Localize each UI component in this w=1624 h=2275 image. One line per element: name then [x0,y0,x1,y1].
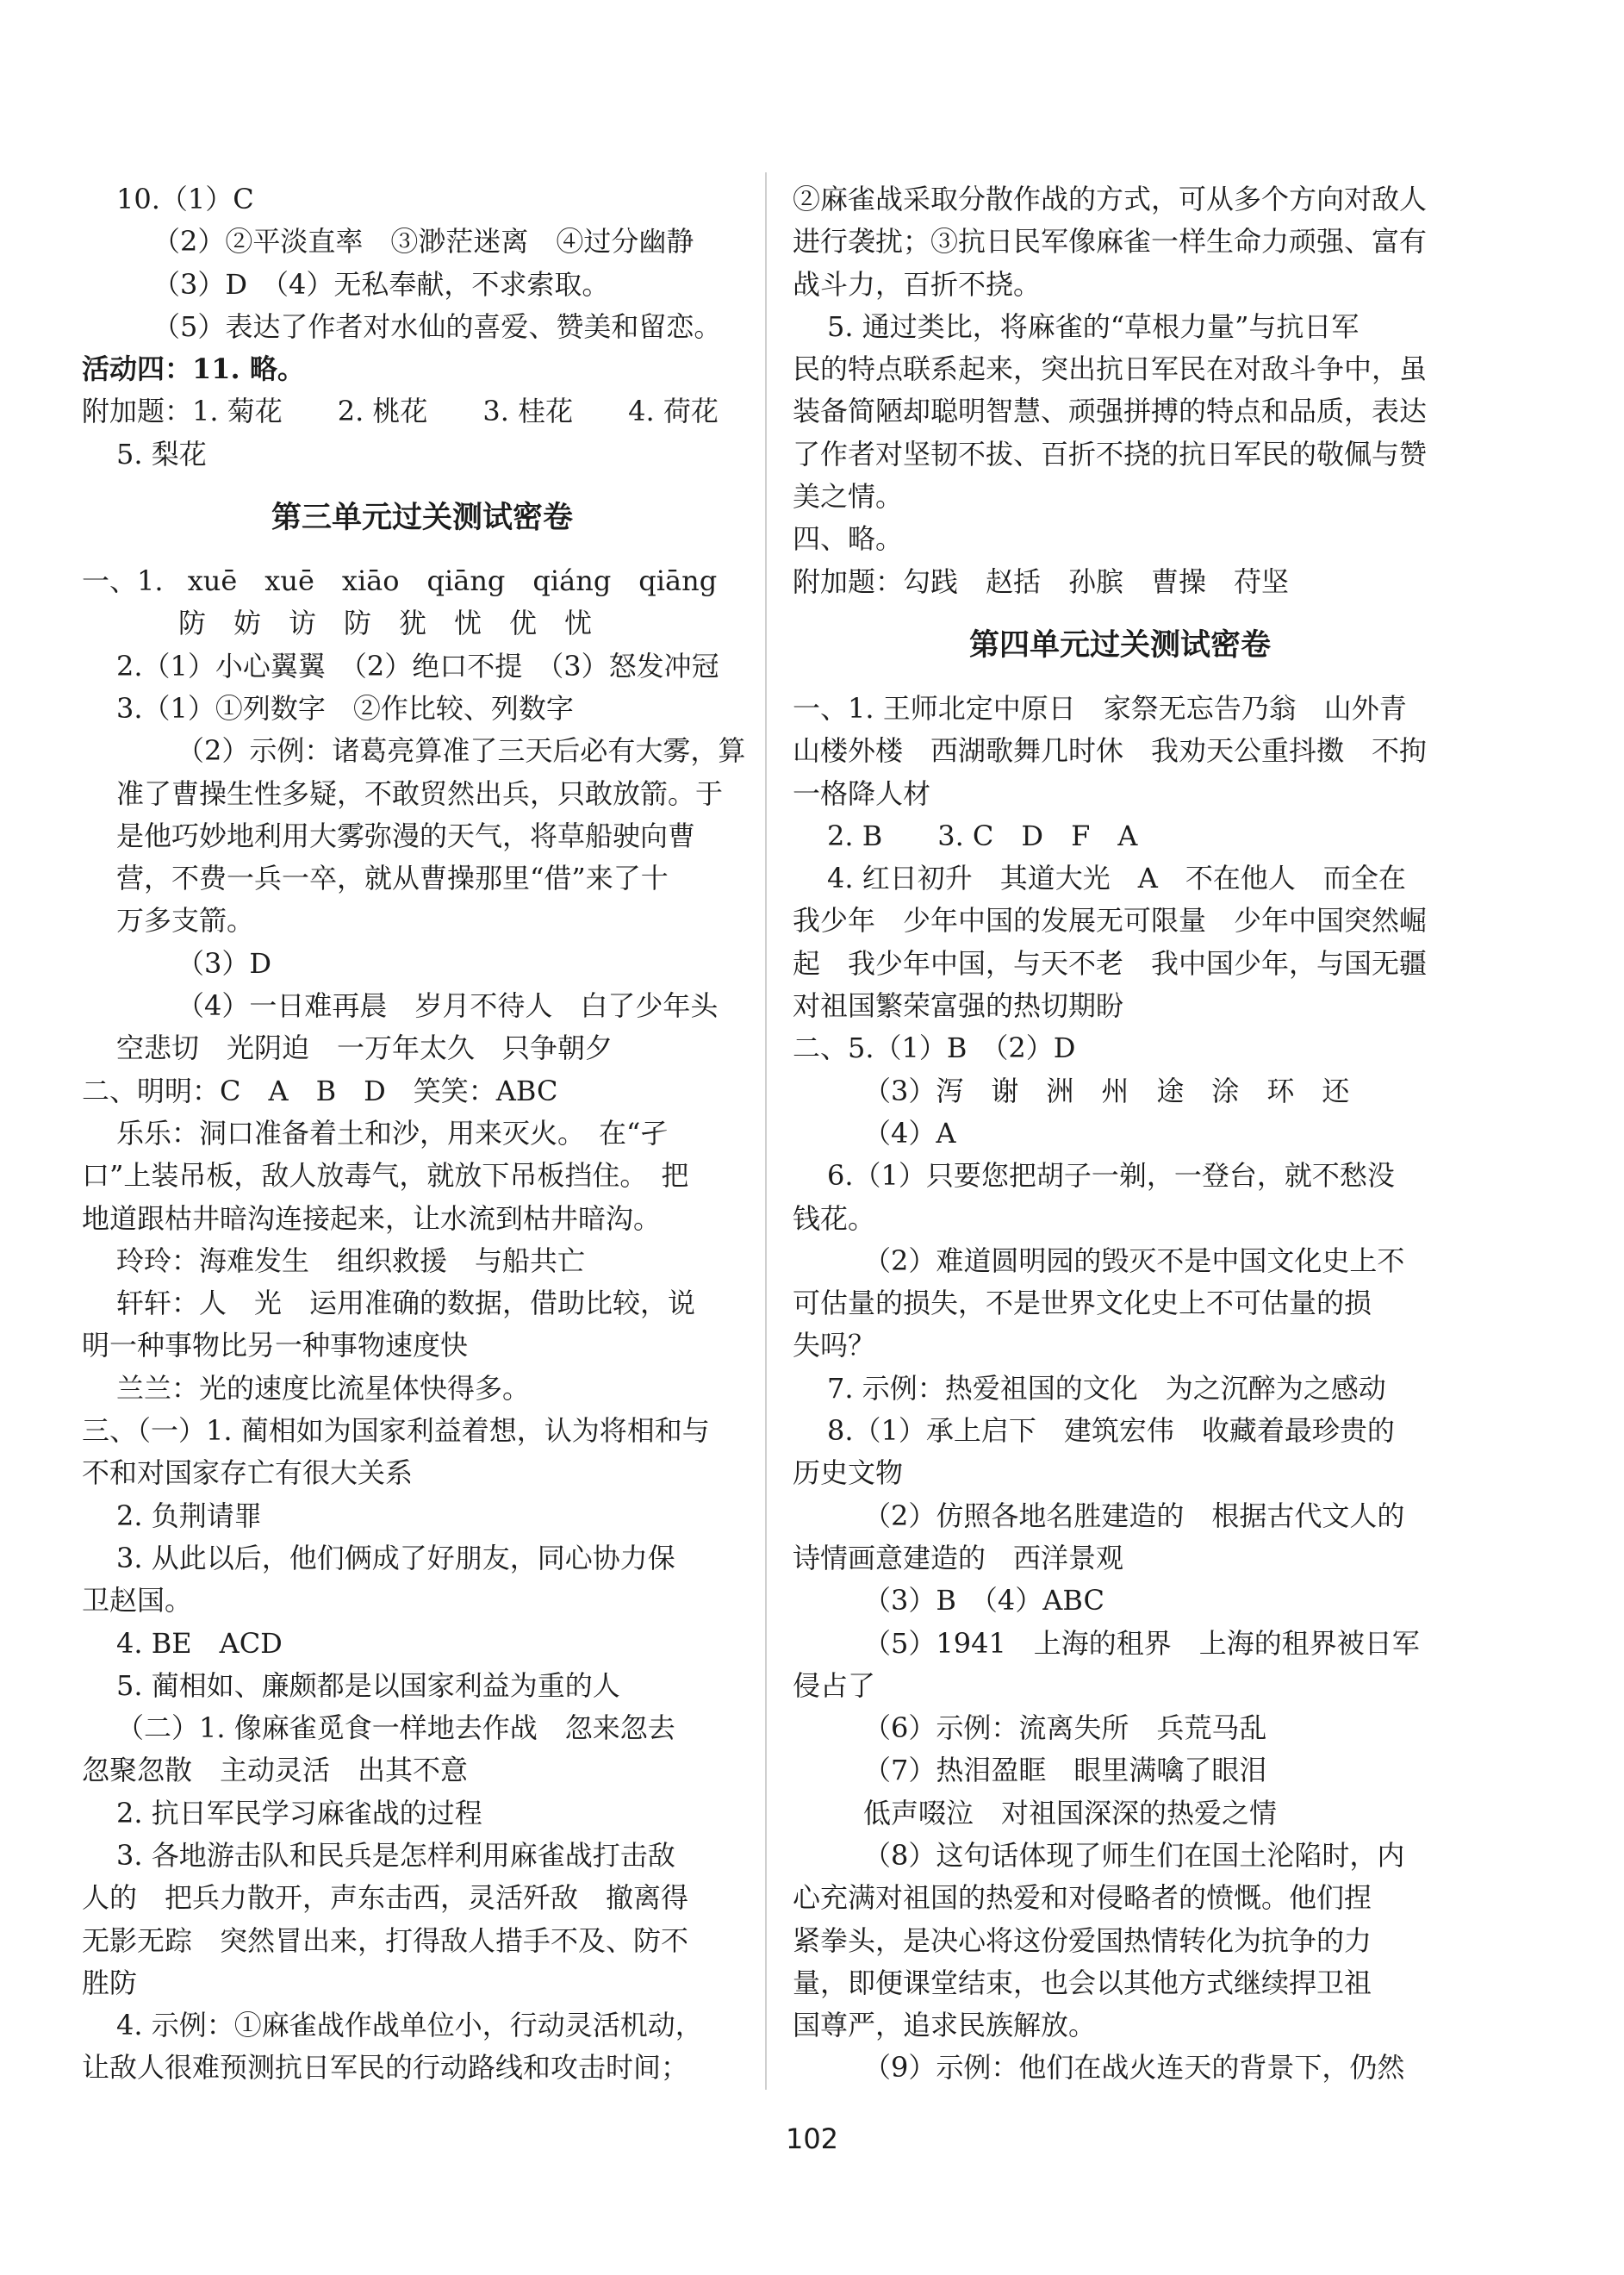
text-line: 兰兰：光的速度比流星体快得多。 [116,1371,531,1405]
text-line: 四、略。 [793,522,904,556]
text-line: 美之情。 [793,480,904,514]
text-line: 让敌人很难预测抗日军民的行动路线和攻击时间； [82,2051,689,2085]
text-line: 乐乐：洞口准备着土和沙，用来灭火。 在“孑 [116,1116,669,1150]
text-line: （3）D [177,946,272,980]
text-line: 5. 通过类比，将麻雀的“草根力量”与抗日军 [827,309,1360,343]
text-line: 了作者对坚韧不拔、百折不挠的抗日军民的敬佩与赞 [793,437,1428,471]
text-line: （3）D （4）无私奉献，不求索取。 [152,267,610,301]
text-line: 卫赵国。 [82,1584,193,1617]
text-line: （5）表达了作者对水仙的喜爱、赞美和留恋。 [152,309,722,343]
text-line: 5. 梨花 [116,437,207,471]
text-line: （4）一日难再晨 岁月不待人 白了少年头 [177,989,719,1023]
text-line: 低声啜泣 对祖国深深的热爱之情 [863,1796,1278,1829]
text-line: （3）B （4）ABC [863,1584,1104,1617]
text-line: 明一种事物比另一种事物速度快 [82,1329,469,1362]
right-column [793,178,1447,2090]
text-line: 人的 把兵力散开，声东击西，灵活歼敌 撤离得 [82,1881,689,1915]
text-line: 侵占了 [793,1668,876,1702]
text-line: 附加题：勾践 赵括 孙膑 曹操 苻坚 [793,564,1290,598]
text-line: 是他巧妙地利用大雾弥漫的天气，将草船驶向曹 [116,819,696,852]
text-line: 万多支箭。 [116,904,255,938]
text-line: 对祖国繁荣富强的热切期盼 [793,989,1124,1023]
text-line: 4. 红日初升 其道大光 A 不在他人 而全在 [827,862,1406,895]
text-line: 3. 各地游击队和民兵是怎样利用麻雀战打击敌 [116,1838,675,1872]
text-line: 历史文物 [793,1456,904,1490]
text-line: 可估量的损失，不是世界文化史上不可估量的损 [793,1287,1372,1320]
text-line: 起 我少年中国，与天不老 我中国少年，与国无疆 [793,946,1428,980]
text-line: （8）这句话体现了师生们在国土沦陷时，内 [863,1838,1405,1872]
text-line: （二）1. 像麻雀觅食一样地去作战 忽来忽去 [116,1711,675,1745]
text-line: 防 妨 访 防 犹 忧 优 忧 [178,607,593,640]
text-line: 一格降人材 [793,776,931,810]
left-column [82,178,762,2090]
text-line: 空悲切 光阴迫 一万年太久 只争朝夕 [116,1032,613,1065]
text-line: 2. 抗日军民学习麻雀战的过程 [116,1796,482,1829]
text-line: 10.（1）C [116,183,254,215]
text-line: 我少年 少年中国的发展无可限量 少年中国突然崛 [793,904,1428,938]
text-line: ②麻雀战采取分散作战的方式，可从多个方向对敌人 [793,183,1428,215]
text-line: 地道跟枯井暗沟连接起来，让水流到枯井暗沟。 [82,1201,662,1235]
text-line: 4. BE ACD [116,1626,283,1660]
text-line: 无影无踪 突然冒出来，打得敌人措手不及、防不 [82,1923,689,1957]
text-line: 民的特点联系起来，突出抗日军民在对敌斗争中，虽 [793,352,1428,386]
text-line: 三、（一）1. 蔺相如为国家利益着想，认为将相和与 [82,1414,710,1448]
text-line: 玲玲：海难发生 组织救援 与船共亡 [116,1243,586,1277]
text-line: 3.（1）①列数字 ②作比较、列数字 [116,691,574,725]
text-line: 口”上装吊板，敌人放毒气，就放下吊板挡住。 把 [82,1159,689,1193]
text-line: （5）1941 上海的租界 上海的租界被日军 [863,1626,1420,1660]
text-line: 胜防 [82,1966,138,1999]
text-line: 2.（1）小心翼翼 （2）绝口不提 （3）怒发冲冠 [116,649,719,682]
text-line: 轩轩：人 光 运用准确的数据，借助比较，说 [116,1287,696,1320]
section-heading: 第三单元过关测试密卷 [271,501,573,536]
text-line: 准了曹操生性多疑，不敢贸然出兵，只敢放箭。于 [116,776,724,810]
text-line: 装备简陋却聪明智慧、顽强拼搏的特点和品质，表达 [793,395,1428,428]
text-line: （9）示例：他们在战火连天的背景下，仍然 [863,2051,1405,2085]
text-line: 一、1. 王师北定中原日 家祭无忘告乃翁 山外青 [793,691,1407,725]
text-line: 战斗力，百折不挠。 [793,267,1042,301]
text-line: 附加题：1. 菊花 2. 桃花 3. 桂花 4. 荷花 [82,395,719,428]
text-line: 2. 负荆请罪 [116,1499,262,1532]
text-line: 活动四：11. 略。 [82,352,305,386]
text-line: （7）热泪盈眶 眼里满噙了眼泪 [863,1754,1267,1787]
text-line: 二、5.（1）B （2）D [793,1032,1076,1065]
section-heading: 第四单元过关测试密卷 [968,627,1271,663]
text-line: （6）示例：流离失所 兵荒马乱 [863,1711,1267,1745]
text-line: 不和对国家存亡有很大关系 [82,1456,414,1490]
text-line: （2）示例：诸葛亮算准了三天后必有大雾，算 [177,734,746,768]
text-line: 山楼外楼 西湖歌舞几时休 我劝天公重抖擞 不拘 [793,734,1428,768]
text-line: （2）难道圆明园的毁灭不是中国文化史上不 [863,1243,1405,1277]
text-line: （3）泻 谢 洲 州 途 涂 环 还 [863,1074,1350,1107]
text-line: 一、1. xuē xuē xiāo qiāng qiáng qiāng [82,564,718,598]
page-number: 102 [785,2122,839,2155]
text-line: 心充满对祖国的热爱和对侵略者的愤慨。他们捏 [793,1881,1372,1915]
text-line: 3. 从此以后，他们俩成了好朋友，同心协力保 [116,1541,675,1574]
text-line: 6.（1）只要您把胡子一剃，一登台，就不愁没 [827,1159,1395,1193]
text-line: 4. 示例：①麻雀战作战单位小，行动灵活机动， [116,2009,703,2042]
text-line: 失吗？ [793,1329,876,1362]
text-line: 2. B 3. C D F A [827,819,1138,852]
text-line: 诗情画意建造的 西洋景观 [793,1541,1124,1574]
text-line: 二、明明：C A B D 笑笑：ABC [82,1074,558,1107]
text-line: 5. 蔺相如、廉颇都是以国家利益为重的人 [116,1668,620,1702]
column-divider [765,172,767,2090]
text-line: 紧拳头，是决心将这份爱国热情转化为抗争的力 [793,1923,1372,1957]
text-line: 忽聚忽散 主动灵活 出其不意 [82,1754,469,1787]
text-line: 7. 示例：热爱祖国的文化 为之沉醉为之感动 [827,1371,1386,1405]
text-line: （2）②平淡直率 ③渺茫迷离 ④过分幽静 [152,225,694,259]
text-line: 国尊严，追求民族解放。 [793,2009,1097,2042]
text-line: 钱花。 [793,1201,876,1235]
text-line: 进行袭扰；③抗日民军像麻雀一样生命力顽强、富有 [793,225,1428,259]
text-line: 营，不费一兵一卒，就从曹操那里“借”来了十 [116,862,669,895]
text-line: 8.（1）承上启下 建筑宏伟 收藏着最珍贵的 [827,1414,1395,1448]
text-line: 量，即便课堂结束，也会以其他方式继续捍卫祖 [793,1966,1372,1999]
text-line: （2）仿照各地名胜建造的 根据古代文人的 [863,1499,1405,1532]
text-line: （4）A [863,1116,956,1150]
